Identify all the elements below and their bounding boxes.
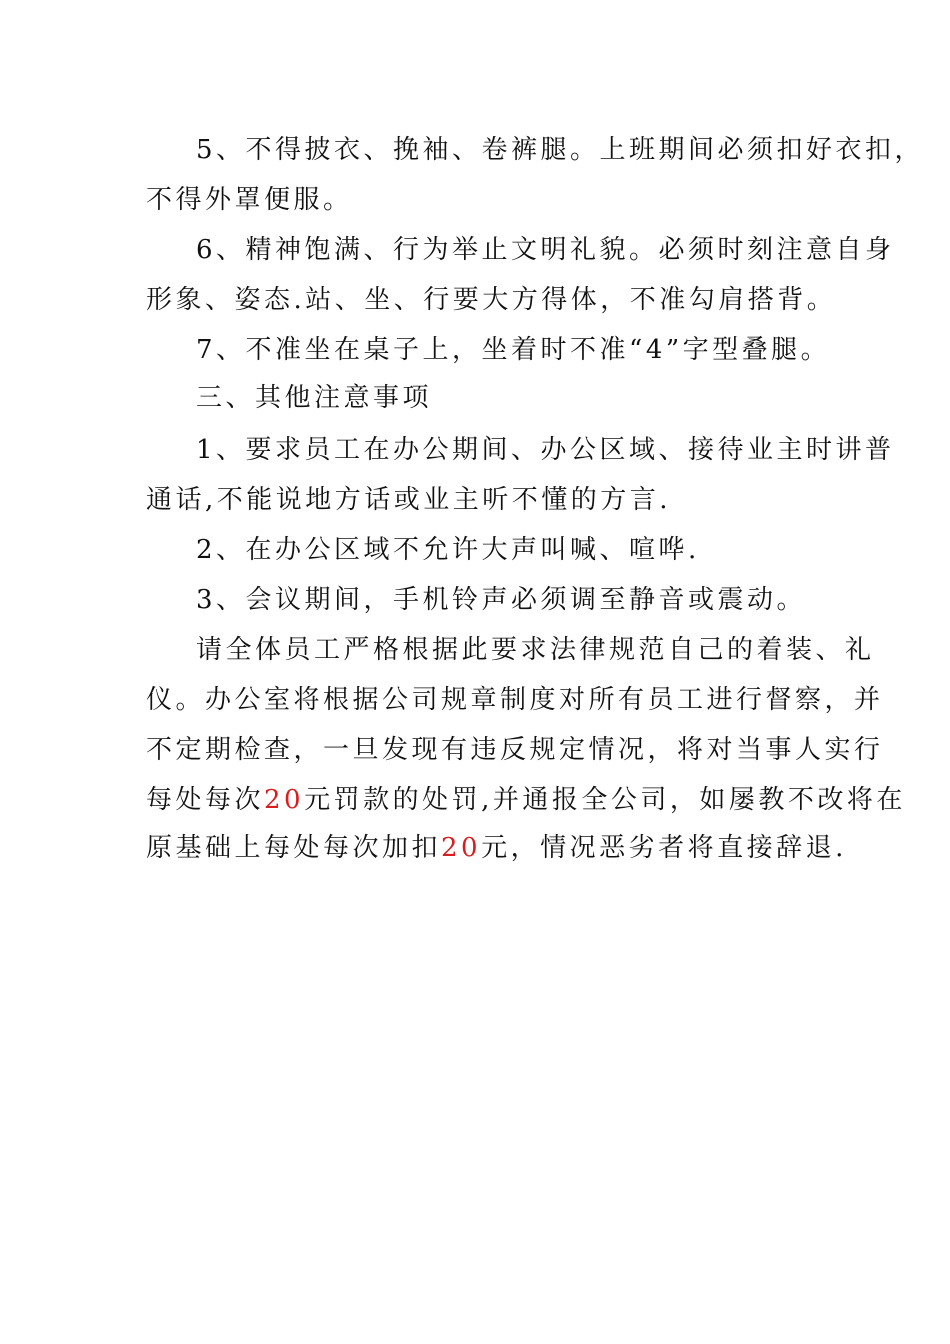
item-1-line-2: 通话,不能说地方话或业主听不懂的方言. xyxy=(146,485,672,515)
extra-fine-amount: 20 xyxy=(441,833,482,863)
item-2-line-1: 2、在办公区域不允许大声叫喊、喧哗. xyxy=(196,535,700,565)
section-heading: 三、其他注意事项 xyxy=(196,383,433,413)
closing-line-5-text-a: 原基础上每处每次加扣 xyxy=(146,833,442,863)
rule-7-line-1: 7、不准坐在桌子上，坐着时不准“4”字型叠腿。 xyxy=(196,335,831,365)
item-3-line-1: 3、会议期间，手机铃声必须调至静音或震动。 xyxy=(196,585,807,615)
rule-5-line-2: 不得外罩便服。 xyxy=(146,185,353,215)
closing-line-5 xyxy=(146,831,847,865)
closing-line-5-text-b: 元，情况恶劣者将直接辞退. xyxy=(481,833,847,863)
rule-6-line-1: 6、精神饱满、行为举止文明礼貌。必须时刻注意自身 xyxy=(196,235,895,265)
rule-6-line-2: 形象、姿态.站、坐、行要大方得体，不准勾肩搭背。 xyxy=(146,285,837,315)
closing-line-2: 仪。办公室将根据公司规章制度对所有员工进行督察，并 xyxy=(146,685,884,715)
closing-line-1: 请全体员工严格根据此要求法律规范自己的着装、礼 xyxy=(196,635,875,665)
fine-amount: 20 xyxy=(264,785,305,815)
closing-line-4 xyxy=(146,783,906,817)
item-1-line-1: 1、要求员工在办公期间、办公区域、接待业主时讲普 xyxy=(196,435,895,465)
closing-line-3: 不定期检查，一旦发现有违反规定情况，将对当事人实行 xyxy=(146,735,884,765)
rule-5-line-1: 5、不得披衣、挽袖、卷裤腿。上班期间必须扣好衣扣， xyxy=(196,135,925,165)
closing-line-4-text-a: 每处每次 xyxy=(146,785,265,815)
closing-line-4-text-b: 元罚款的处罚,并通报全公司，如屡教不改将在 xyxy=(304,785,906,815)
